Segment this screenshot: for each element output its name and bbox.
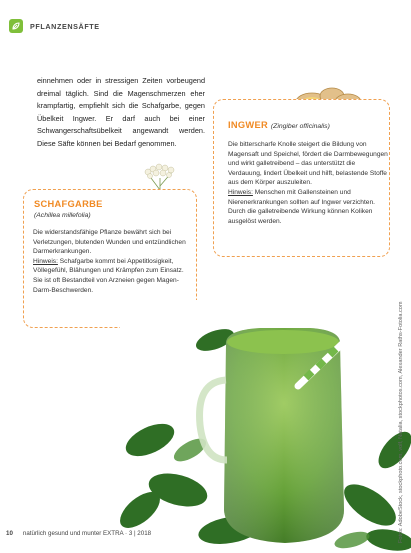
schafgarbe-latin: (Achillea millefolia) (34, 212, 91, 219)
schafgarbe-text (33, 228, 191, 295)
ingwer-hint-label: Hinweis: (228, 188, 253, 196)
ingwer-latin: (Zingiber officinalis) (270, 123, 330, 130)
schafgarbe-hint-label: Hinweis: (33, 257, 58, 265)
schafgarbe-title: SCHAFGARBE (34, 199, 103, 209)
leaf-icon (9, 19, 23, 33)
intro-paragraph: einnehmen oder in stressigen Zeiten vorbeugend dreimal täglich. Sind die Magenschmerzen eher krampfartig, empfiehlt sich die Schafgarbe, gegen Übelkeit Ingwer. Er darf auch bei einer Schwangerschaftsübelkeit angewandt werden. Diese Säfte können bei Bedarf genommen. (37, 76, 205, 148)
ingwer-title: INGWER (228, 120, 269, 130)
ingwer-box (213, 99, 390, 257)
photo-credit: Fotos: AdobeStock, stockphoto.com, volf, Natalia, stockphotos.com, Alexander Raths-Fotolia.com (398, 301, 404, 543)
page-footer (6, 530, 151, 537)
magazine-name: natürlich gesund und munter EXTRA · 3 | 2018 (22, 530, 152, 537)
page-header (9, 19, 100, 33)
ingwer-heading (228, 120, 330, 130)
ingwer-hint-text: Menschen mit Gallensteinen und Nierenerkrankungen sollten auf Ingwer verzichten. Durch die galletreibende Wirkung können Koliken ausgelöst werden. (228, 188, 375, 225)
schafgarbe-hint-text: Schafgarbe kommt bei Appetitlosigkeit, Völlegefühl, Blähungen und Krämpfen zum Einsatz. Sie ist oft Bestandteil von Arzneien gegen Magen-Darm-Beschwerden. (33, 257, 184, 294)
ingwer-text (228, 140, 388, 226)
section-label: PFLANZENSÄFTE (30, 21, 100, 31)
schafgarbe-description: Die widerstandsfähige Pflanze bewährt sich bei Verletzungen, blutenden Wunden und entzündlichen Darmerkrankungen. (33, 229, 186, 256)
smoothie-photo (120, 300, 411, 553)
page-number: 10 (6, 530, 13, 537)
ingwer-description: Die bitterscharfe Knolle steigert die Bildung von Magensaft und Speichel, fördert die Darmbewegungen und wirkt galletreibend – das unterstützt die Verdauung, lindert Übelkeit und hilft, belastende Stoffe aus dem Körper auszuleiten. (228, 141, 388, 187)
